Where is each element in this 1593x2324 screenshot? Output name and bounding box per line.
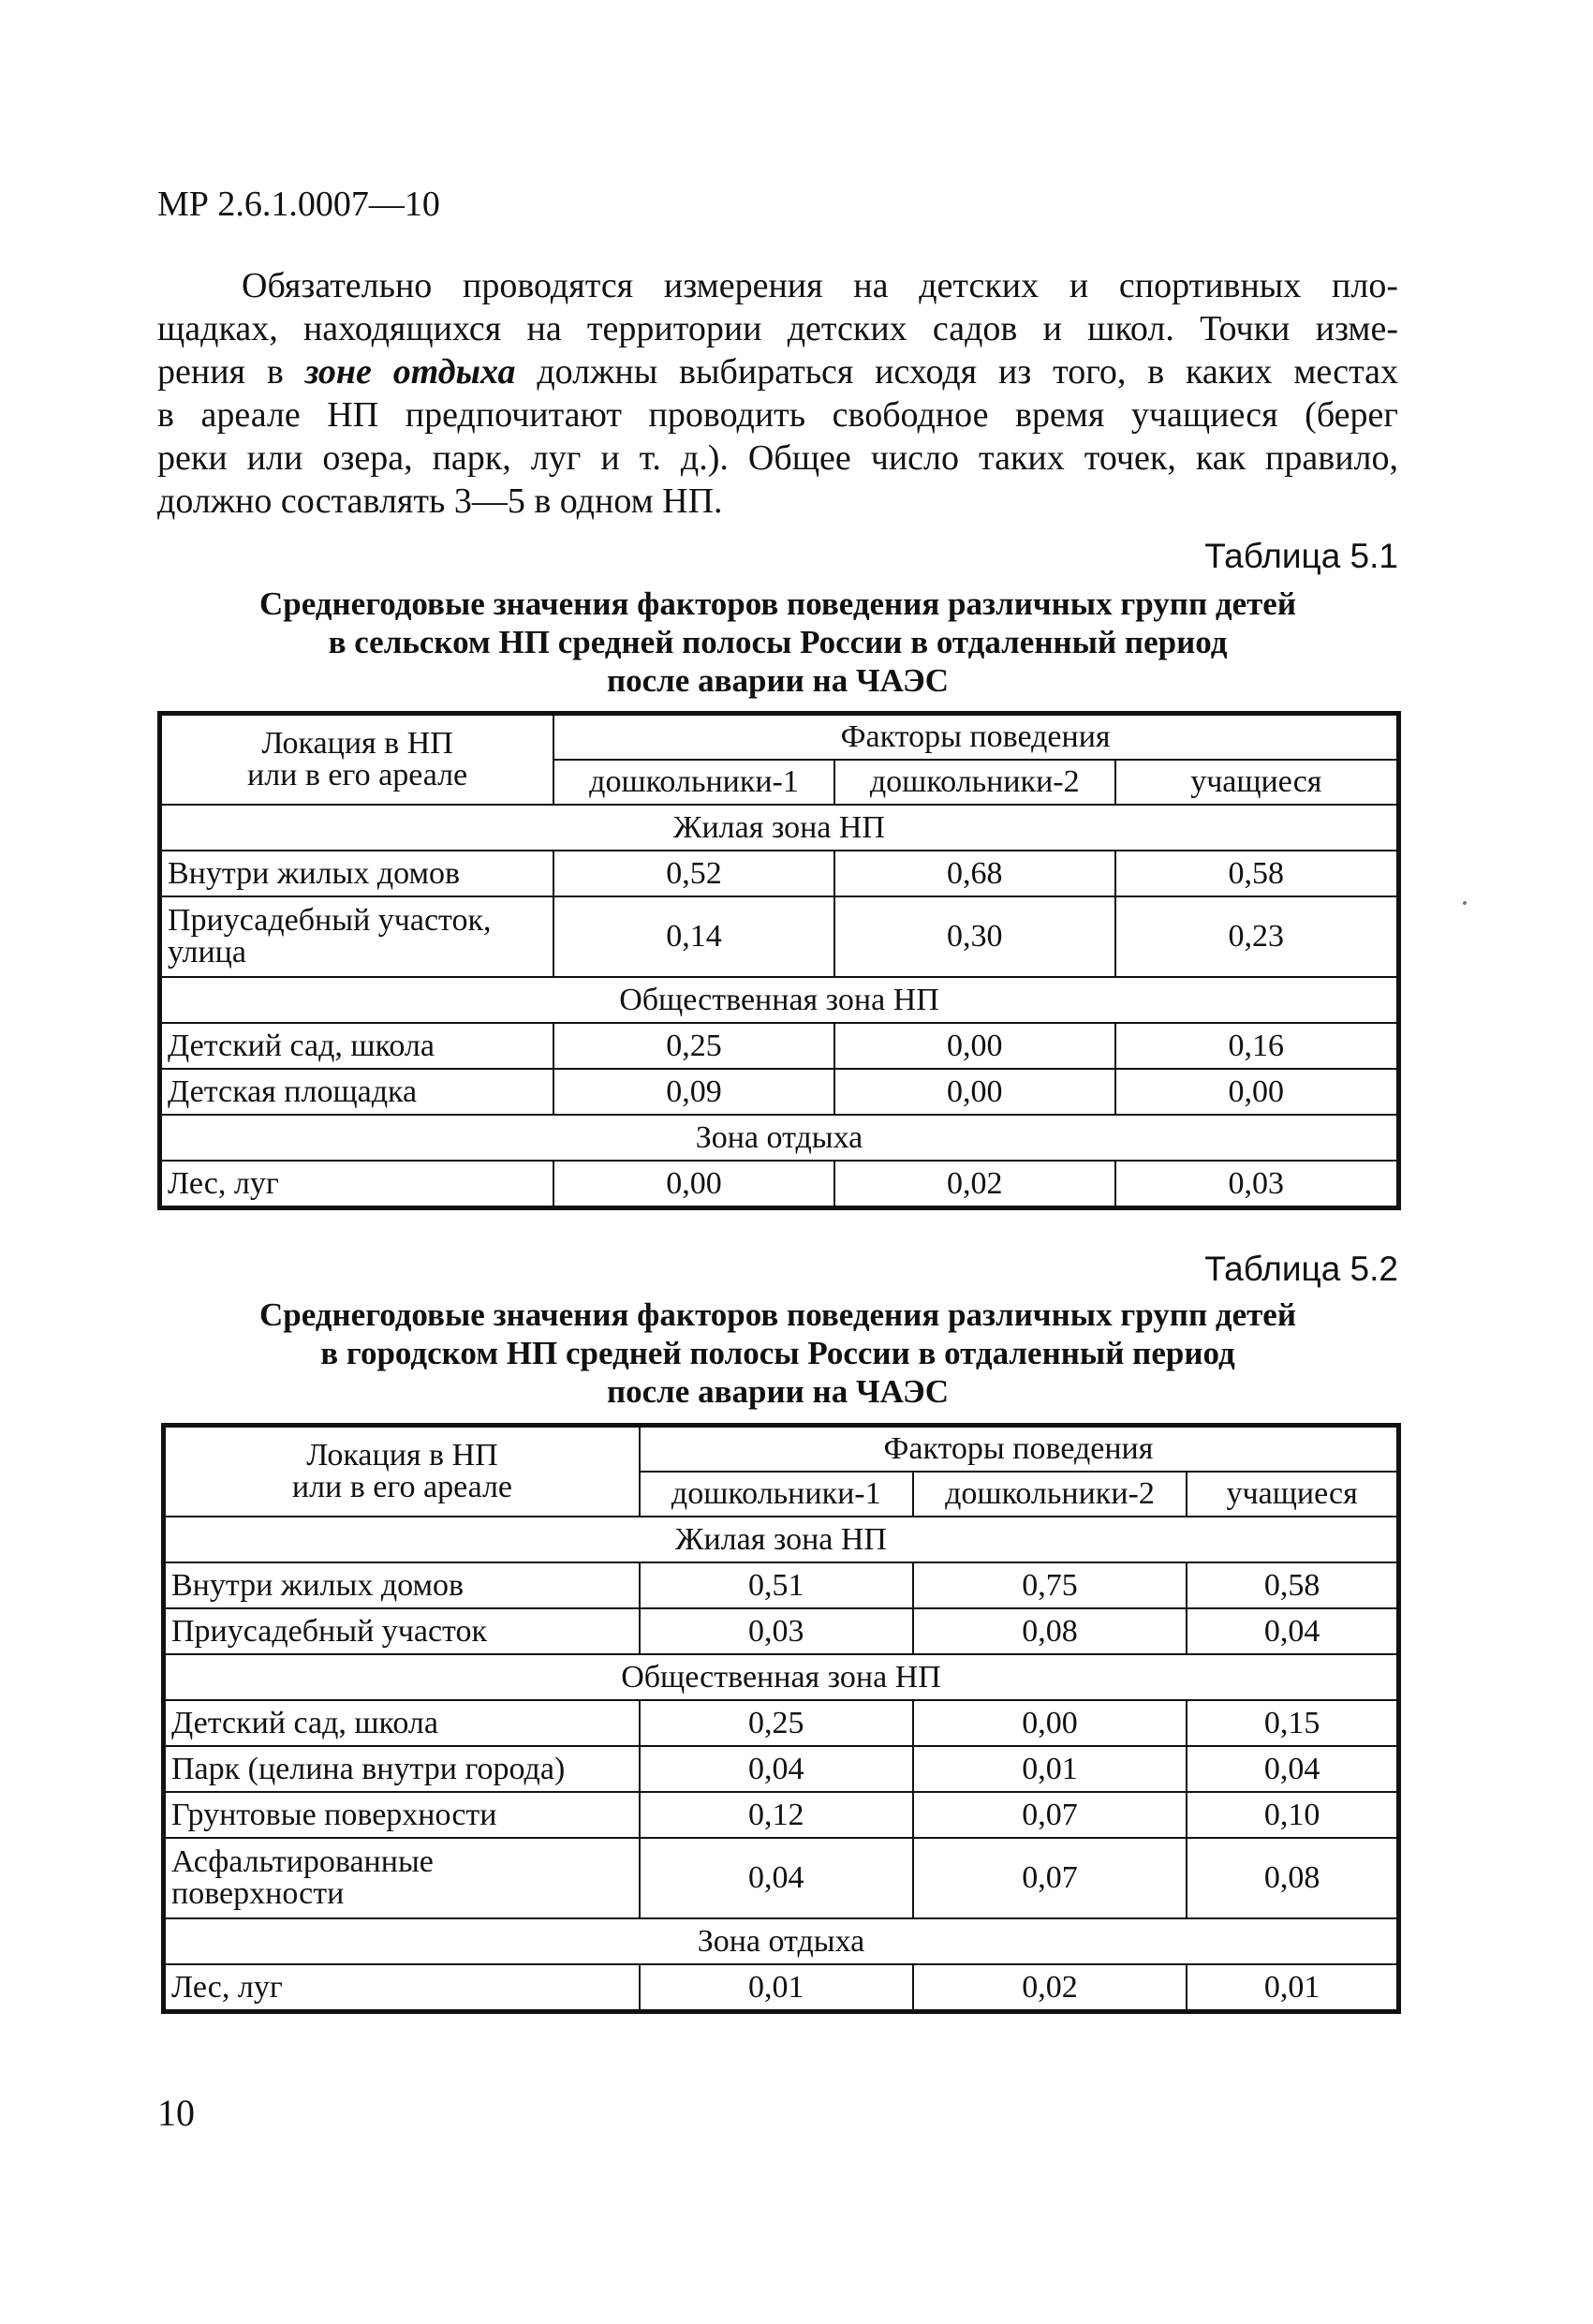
header-line: или в его ареале bbox=[291, 1470, 513, 1504]
value-cell: 0,01 bbox=[1187, 1964, 1397, 2010]
location-cell: Детский сад, школа bbox=[165, 1700, 640, 1746]
paragraph-line: в ареале НП предпочитают проводить свободное время учащиеся (берег bbox=[157, 395, 1398, 435]
table-row bbox=[165, 1746, 1397, 1792]
value-cell: 0,00 bbox=[834, 1069, 1115, 1115]
table-row bbox=[165, 1562, 1397, 1608]
value-cell: 0,51 bbox=[640, 1562, 913, 1608]
header-line: Локация в НП bbox=[306, 1438, 498, 1473]
header-line: или в его ареале bbox=[247, 758, 468, 792]
value-cell: 0,04 bbox=[1187, 1608, 1397, 1654]
location-cell: Лес, луг bbox=[161, 1161, 553, 1206]
intro-paragraph bbox=[157, 264, 1398, 523]
zone-header: Жилая зона НП bbox=[165, 1517, 1397, 1562]
column-header: учащиеся bbox=[1115, 760, 1397, 805]
title-line: после аварии на ЧАЭС bbox=[606, 1373, 950, 1410]
table-row bbox=[165, 1838, 1397, 1918]
value-cell: 0,04 bbox=[640, 1746, 913, 1792]
title-line: после аварии на ЧАЭС bbox=[606, 662, 950, 699]
zone-header: Зона отдыха bbox=[165, 1918, 1397, 1964]
page-number: 10 bbox=[157, 2092, 195, 2134]
value-cell: 0,02 bbox=[913, 1964, 1187, 2010]
location-header bbox=[161, 715, 553, 805]
value-cell: 0,00 bbox=[913, 1700, 1187, 1746]
value-cell: 0,16 bbox=[1115, 1023, 1397, 1069]
table-1-title bbox=[157, 585, 1398, 700]
value-cell: 0,04 bbox=[1187, 1746, 1397, 1792]
value-cell: 0,01 bbox=[640, 1964, 913, 2010]
value-cell: 0,00 bbox=[553, 1161, 834, 1206]
column-header: дошкольники-2 bbox=[913, 1472, 1187, 1517]
location-line: поверхности bbox=[171, 1876, 345, 1911]
paragraph-line: щадках, находящихся на территории детских садов и школ. Точки изме- bbox=[157, 309, 1398, 348]
table-2-title bbox=[157, 1295, 1398, 1411]
value-cell: 0,58 bbox=[1187, 1562, 1397, 1608]
column-header: учащиеся bbox=[1187, 1472, 1397, 1517]
value-cell: 0,68 bbox=[834, 851, 1115, 896]
location-cell bbox=[161, 896, 553, 977]
title-line: в сельском НП средней полосы России в отдаленный период bbox=[328, 624, 1228, 660]
value-cell: 0,07 bbox=[913, 1792, 1187, 1838]
value-cell: 0,00 bbox=[1115, 1069, 1397, 1115]
table-row bbox=[161, 1069, 1397, 1115]
table-row bbox=[161, 1161, 1397, 1206]
title-line: в городском НП средней полосы России в отдаленный период bbox=[320, 1335, 1235, 1371]
factors-header: Факторы поведения bbox=[640, 1427, 1397, 1472]
location-line: Асфальтированные bbox=[171, 1844, 434, 1879]
table-row bbox=[161, 896, 1397, 977]
zone-header: Общественная зона НП bbox=[161, 977, 1397, 1023]
value-cell: 0,09 bbox=[553, 1069, 834, 1115]
value-cell: 0,03 bbox=[1115, 1161, 1397, 1206]
table-row bbox=[161, 851, 1397, 896]
value-cell: 0,25 bbox=[640, 1700, 913, 1746]
title-line: Среднегодовые значения факторов поведения различных групп детей bbox=[258, 585, 1296, 622]
value-cell: 0,15 bbox=[1187, 1700, 1397, 1746]
table-row bbox=[165, 1792, 1397, 1838]
table-2 bbox=[164, 1426, 1398, 2011]
paragraph-line: Обязательно проводятся измерения на детских и спортивных пло- bbox=[242, 266, 1398, 305]
scan-speck bbox=[1463, 901, 1467, 905]
paragraph-line bbox=[157, 350, 1398, 393]
location-cell: Лес, луг bbox=[165, 1964, 640, 2010]
title-line: Среднегодовые значения факторов поведения различных групп детей bbox=[258, 1296, 1296, 1333]
table-row bbox=[161, 1023, 1397, 1069]
emphasized-term: зоне отдыха bbox=[304, 352, 516, 392]
value-cell: 0,01 bbox=[913, 1746, 1187, 1792]
value-cell: 0,00 bbox=[834, 1023, 1115, 1069]
location-cell: Парк (целина внутри города) bbox=[165, 1746, 640, 1792]
location-line: улица bbox=[168, 935, 246, 970]
value-cell: 0,23 bbox=[1115, 896, 1397, 977]
column-header: дошкольники-2 bbox=[834, 760, 1115, 805]
location-cell: Внутри жилых домов bbox=[161, 851, 553, 896]
column-header: дошкольники-1 bbox=[553, 760, 834, 805]
value-cell: 0,07 bbox=[913, 1838, 1187, 1918]
location-cell: Грунтовые поверхности bbox=[165, 1792, 640, 1838]
zone-header: Общественная зона НП bbox=[165, 1654, 1397, 1700]
table-row bbox=[165, 1608, 1397, 1654]
table-row bbox=[165, 1964, 1397, 2010]
table-2-label: Таблица 5.2 bbox=[1204, 1250, 1398, 1288]
location-cell: Приусадебный участок bbox=[165, 1608, 640, 1654]
location-cell bbox=[165, 1838, 640, 1918]
paragraph-line: реки или озера, парк, луг и т. д.). Общее число таких точек, как правило, bbox=[157, 438, 1398, 478]
value-cell: 0,25 bbox=[553, 1023, 834, 1069]
factors-header: Факторы поведения bbox=[553, 715, 1397, 760]
value-cell: 0,30 bbox=[834, 896, 1115, 977]
column-header: дошкольники-1 bbox=[640, 1472, 913, 1517]
value-cell: 0,08 bbox=[913, 1608, 1187, 1654]
value-cell: 0,75 bbox=[913, 1562, 1187, 1608]
value-cell: 0,02 bbox=[834, 1161, 1115, 1206]
paragraph-fragment: должны выбираться исходя из того, в каких местах bbox=[515, 352, 1399, 392]
zone-header: Жилая зона НП bbox=[161, 805, 1397, 851]
value-cell: 0,12 bbox=[640, 1792, 913, 1838]
paragraph-fragment: рения в bbox=[157, 352, 305, 392]
value-cell: 0,03 bbox=[640, 1608, 913, 1654]
value-cell: 0,08 bbox=[1187, 1838, 1397, 1918]
table-row bbox=[165, 1700, 1397, 1746]
value-cell: 0,58 bbox=[1115, 851, 1397, 896]
paragraph-line: должно составлять 3—5 в одном НП. bbox=[157, 481, 723, 521]
value-cell: 0,10 bbox=[1187, 1792, 1397, 1838]
zone-header: Зона отдыха bbox=[161, 1115, 1397, 1161]
document-code: МР 2.6.1.0007—10 bbox=[157, 185, 440, 224]
location-cell: Детский сад, школа bbox=[161, 1023, 553, 1069]
value-cell: 0,14 bbox=[553, 896, 834, 977]
location-cell: Детская площадка bbox=[161, 1069, 553, 1115]
location-line: Приусадебный участок, bbox=[168, 903, 492, 938]
table-1 bbox=[160, 714, 1398, 1207]
location-cell: Внутри жилых домов bbox=[165, 1562, 640, 1608]
location-header bbox=[165, 1427, 640, 1517]
header-line: Локация в НП bbox=[261, 726, 453, 761]
value-cell: 0,52 bbox=[553, 851, 834, 896]
table-1-label: Таблица 5.1 bbox=[1204, 537, 1398, 575]
value-cell: 0,04 bbox=[640, 1838, 913, 1918]
